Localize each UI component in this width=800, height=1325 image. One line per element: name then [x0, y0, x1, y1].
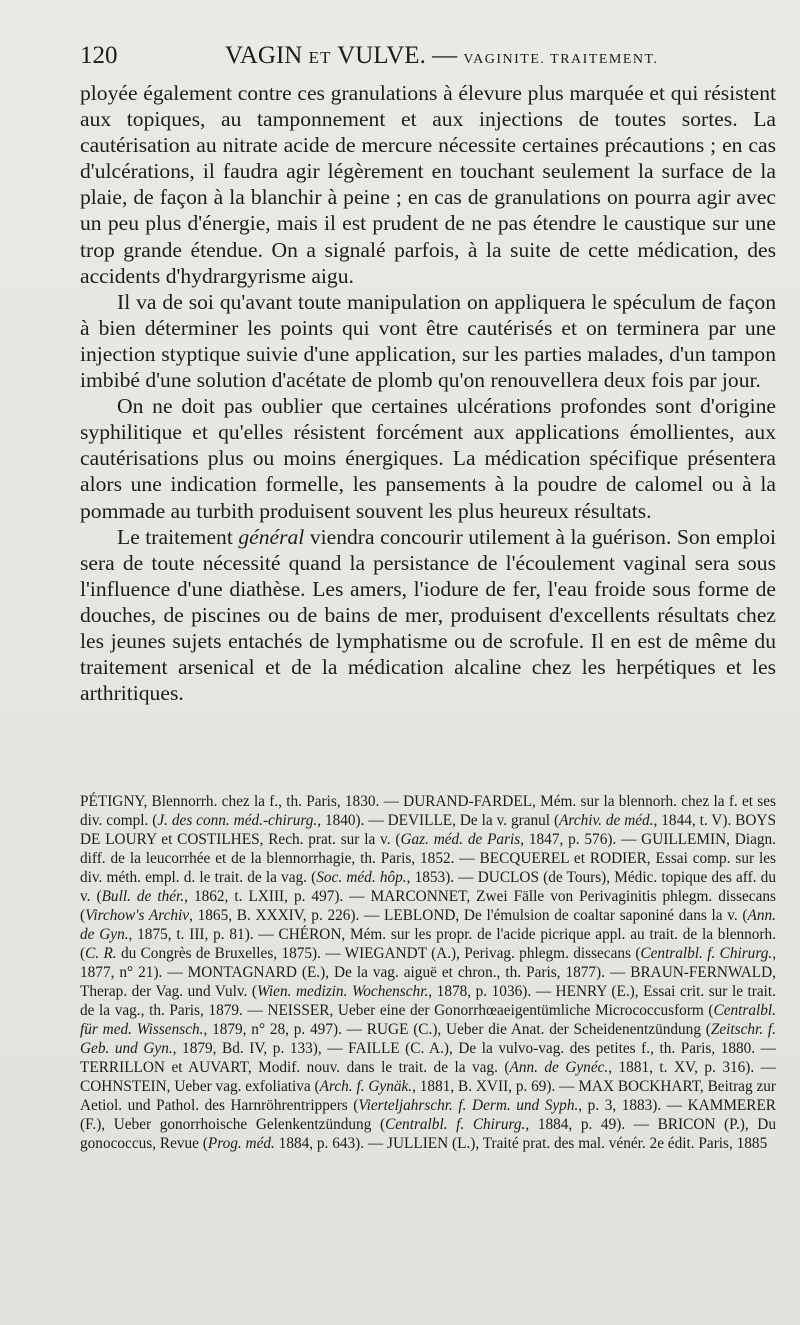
paragraph — [80, 524, 776, 707]
ref-text: , 1844, t. V). BOYS DE LOURY et COSTILHES, Rech. prat. sur la v. ( — [80, 812, 776, 848]
ref-text: PÉTIGNY, Blennorrh. chez la f., th. Paris, 1830. — DURAND-FARDEL, Mém. sur la blennorh. chez la f. et ses div. compl. ( — [80, 793, 776, 829]
ref-title: Vierteljahrschr. f. Derm. und Syph. — [358, 1097, 579, 1114]
ref-text: , 1862, t. LXIII, p. 497). — MARCONNET, Zwei Fälle von Perivaginitis phlegm. dissecans ( — [80, 888, 776, 924]
ref-title: Zeitschr. f. Geb. und Gyn. — [80, 1021, 776, 1057]
ref-text: , 1877, n° 21). — MONTAGNARD (E.), De la vag. aiguë et chron., th. Paris, 1877). — BRAUN-FERNWALD, Therap. der Vag. und Vulv. ( — [80, 945, 777, 1000]
running-title-part: VAGINITE. TRAITEMENT. — [463, 52, 659, 67]
ref-title: Bull. de thér. — [101, 888, 185, 905]
ref-text: , 1879, n° 28, p. 497). — RUGE (C.), Ueber die Anat. der Scheidenentzündung ( — [203, 1021, 711, 1038]
paragraph: On ne doit pas oublier que certaines ulcérations profondes sont d'origine syphilitique et qu'elles résistent forcément aux applications émollientes, aux cautérisations plus ou moins énergiques. La médication spécifique présentera alors une indication formelle, les pansements à la poudre de calomel ou à la pommade au turbith produisent souvent les plus heureux résultats. — [80, 394, 776, 523]
ref-title: Centralbl. f. Chirurg. — [640, 945, 773, 962]
ref-text: , 1881, t. XV, p. 316). — COHNSTEIN, Ueber vag. exfoliativa ( — [80, 1059, 776, 1095]
ref-title: Archiv. de méd. — [559, 812, 654, 829]
ref-text: , 1878, p. 1036). — HENRY (E.), Essai crit. sur le trait. de la vag., th. Paris, 1879. — NEISSER, Ueber eine der Gonorrhœaeigentümliche Micrococcusform ( — [80, 983, 776, 1019]
ref-text: , 1884, p. 49). — BRICON (P.), Du gonococcus, Revue ( — [80, 1116, 777, 1152]
ref-text: , 1847, p. 576). — GUILLEMIN, Diagn. diff. de la leucorrhée et de la blennorrhagie, th. Paris, 1852. — BECQUEREL et RODIER, Essai comp. sur les div. méth. empl. d. le trait. de la vag. ( — [80, 831, 776, 886]
ref-text: , 1840). — DEVILLE, De la v. granul ( — [317, 812, 560, 829]
running-title-part: VAGIN — [225, 42, 309, 69]
emphasis: général — [238, 524, 305, 549]
ref-title: C. R. — [85, 945, 117, 962]
ref-title: Virchow's Archiv — [85, 907, 190, 924]
ref-text: , 1865, B. XXXIV, p. 226). — LEBLOND, De l'émulsion de coaltar saponiné dans la v. ( — [189, 907, 748, 924]
paragraph: Il va de soi qu'avant toute manipulation on appliquera le spéculum de façon à bien déterminer les points qui vont être cautérisés et on terminera par une injection styptique suivie d'une application, sur les parties malades, d'un tampon imbibé d'une solution d'acétate de plomb qu'on renouvellera deux fois par jour. — [80, 289, 776, 393]
ref-title: J. des conn. méd.-chirurg. — [157, 812, 318, 829]
bibliography — [80, 792, 776, 1153]
running-title — [225, 42, 659, 70]
ref-text: 1884, p. 643). — JULLIEN (L.), Traité prat. des mal. vénér. 2e édit. Paris, 1885 — [274, 1135, 768, 1152]
ref-text: , 1875, t. III, p. 81). — CHÉRON, Mém. sur les propr. de l'acide picrique appl. au trait. de la blennorh. ( — [80, 926, 776, 962]
ref-title: Arch. f. Gynäk. — [319, 1078, 413, 1095]
ref-title: Prog. méd. — [207, 1135, 275, 1152]
ref-title: Gaz. méd. de Paris — [400, 831, 521, 848]
ref-text: , 1879, Bd. IV, p. 133), — FAILLE (C. A.), De la vulvo-vag. des petites f., th. Paris, 1880. — TERRILLON et AUVART, Modif. nouv. dans le trait. de la vag. ( — [80, 1040, 776, 1076]
running-title-part: VULVE. — — [331, 42, 464, 69]
bibliography-paragraph — [80, 792, 776, 1153]
ref-title: Ann. de Gynéc. — [509, 1059, 609, 1076]
ref-text: , 1881, B. XVII, p. 69). — MAX BOCKHART, Beitrag zur Aetiol. und Pathol. des Harnröhrentrippers ( — [80, 1078, 776, 1114]
ref-text: , p. 3, 1883). — KAMMERER (F.), Ueber gonorrhoische Gelenkentzündung ( — [80, 1097, 777, 1133]
ref-text: du Congrès de Bruxelles, 1875). — WIEGANDT (A.), Perivag. phlegm. dissecans ( — [116, 945, 641, 962]
ref-title: Centralbl. für med. Wissensch. — [80, 1002, 776, 1038]
ref-title: Centralbl. f. Chirurg. — [385, 1116, 526, 1133]
text-run: viendra concourir utilement à la guérison. Son emploi sera de toute nécessité quand la persistance de l'écoulement vaginal sera sous l'influence d'une diathèse. Les amers, l'iodure de fer, l'eau froide sous forme de douches, de piscines ou de bains de mer, produisent d'excellents résultats chez les jeunes sujets entachés de lymphatisme ou de scrofule. Il en est de même du traitement arsenical et de la médication alcaline chez les herpétiques et les arthritiques. — [80, 524, 776, 706]
page-header — [80, 38, 780, 78]
ref-title: Soc. méd. hôp. — [316, 869, 407, 886]
ref-title: Wien. medizin. Wochenschr. — [257, 983, 429, 1000]
page-number: 120 — [80, 42, 118, 69]
running-title-part: ET — [308, 48, 332, 67]
ref-text: , 1853). — DUCLOS (de Tours), Médic. topique des aff. du v. ( — [80, 869, 776, 905]
main-text — [80, 80, 776, 706]
paragraph: ployée également contre ces granulations à élevure plus marquée et qui résistent aux topiques, au tamponnement et aux injections de toutes sortes. La cautérisation au nitrate acide de mercure nécessite certaines précautions ; en cas d'ulcérations, il faudra agir légèrement en touchant seulement la surface de la plaie, de façon à la blanchir à peine ; en cas de granulations on pourra agir avec un peu plus d'énergie, mais il est prudent de ne pas étendre le caustique sur une trop grande étendue. On a signalé parfois, à la suite de cette médication, des accidents d'hydrargyrisme aigu. — [80, 81, 776, 288]
ref-title: Ann. de Gyn. — [80, 907, 776, 943]
text-run: Le traitement — [117, 524, 239, 549]
